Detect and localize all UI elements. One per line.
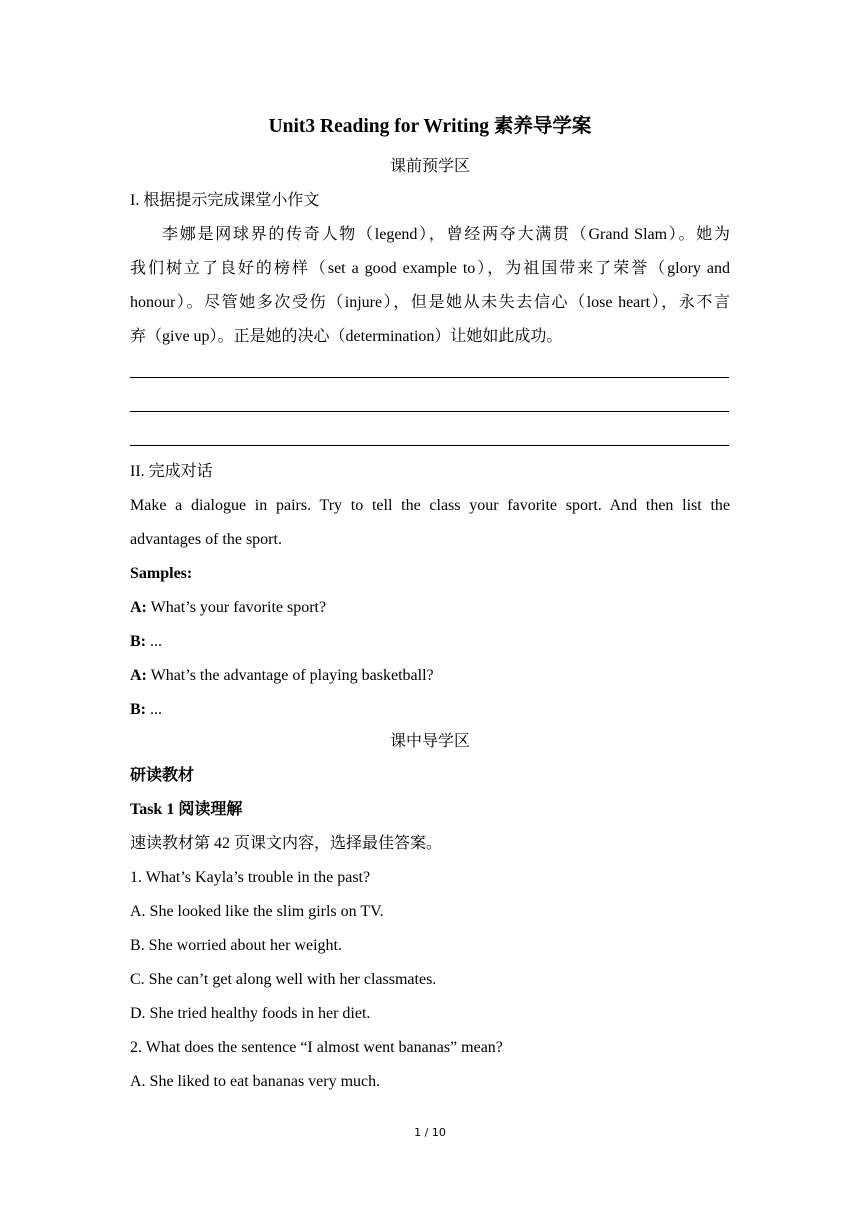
dialogue-speaker: B: — [130, 633, 146, 650]
dialogue-line — [130, 597, 730, 619]
part1-heading: I. 根据提示完成课堂小作文 — [130, 192, 320, 209]
part2-instruction-line-2: advantages of the sport. — [130, 531, 282, 548]
dialogue-speaker: B: — [130, 701, 146, 718]
dialogue-text: ... — [146, 701, 162, 718]
question-1-option-c: C. She can’t get along well with her classmates. — [130, 971, 437, 988]
section-pre-class-heading: 课前预学区 — [389, 158, 470, 175]
question-1-option-a: A. She looked like the slim girls on TV. — [130, 903, 384, 920]
part2-heading: II. 完成对话 — [130, 463, 213, 480]
dialogue-speaker: A: — [130, 667, 147, 684]
task1-heading: Task 1 阅读理解 — [130, 801, 243, 818]
question-1-option-b: B. She worried about her weight. — [130, 937, 342, 954]
study-heading: 研读教材 — [130, 767, 195, 784]
document-title: Unit3 Reading for Writing 素养导学案 — [268, 116, 592, 137]
dialogue-text: What’s your favorite sport? — [146, 599, 327, 616]
question-1: 1. What’s Kayla’s trouble in the past? — [130, 869, 371, 886]
question-2: 2. What does the sentence “I almost went bananas” mean? — [130, 1039, 503, 1056]
task1-instruction: 速读教材第 42 页课文内容，选择最佳答案。 — [130, 835, 443, 852]
samples-label: Samples: — [130, 565, 193, 582]
dialogue-text: What’s the advantage of playing basketball? — [146, 667, 434, 684]
part1-paragraph-line-1: 李娜是网球界的传奇人物（legend），曾经两夺大满贯（Grand Slam）。她为 — [162, 226, 730, 243]
dialogue-speaker: A: — [130, 599, 147, 616]
dialogue-line — [130, 631, 730, 653]
section-in-class-heading: 课中导学区 — [389, 733, 470, 750]
question-2-option-a: A. She liked to eat bananas very much. — [130, 1073, 381, 1090]
dialogue-line — [130, 665, 730, 687]
question-1-option-d: D. She tried healthy foods in her diet. — [130, 1005, 371, 1022]
part1-paragraph-line-4: 弃（give up）。正是她的决心（determination）让她如此成功。 — [130, 328, 563, 345]
part1-paragraph-line-3: honour）。尽管她多次受伤（injure），但是她从未失去信心（lose heart），永不言 — [130, 294, 730, 311]
dialogue-line — [130, 699, 730, 721]
answer-line-3[interactable] — [130, 445, 729, 446]
answer-line-1[interactable] — [130, 377, 729, 378]
page-number: 1 / 10 — [414, 1126, 446, 1139]
dialogue-text: ... — [146, 633, 162, 650]
answer-line-2[interactable] — [130, 411, 729, 412]
part2-instruction-line-1: Make a dialogue in pairs. Try to tell the class your favorite sport. And then list the — [130, 497, 730, 514]
part1-paragraph-line-2: 我们树立了良好的榜样（set a good example to），为祖国带来了荣誉（glory and — [130, 260, 730, 277]
